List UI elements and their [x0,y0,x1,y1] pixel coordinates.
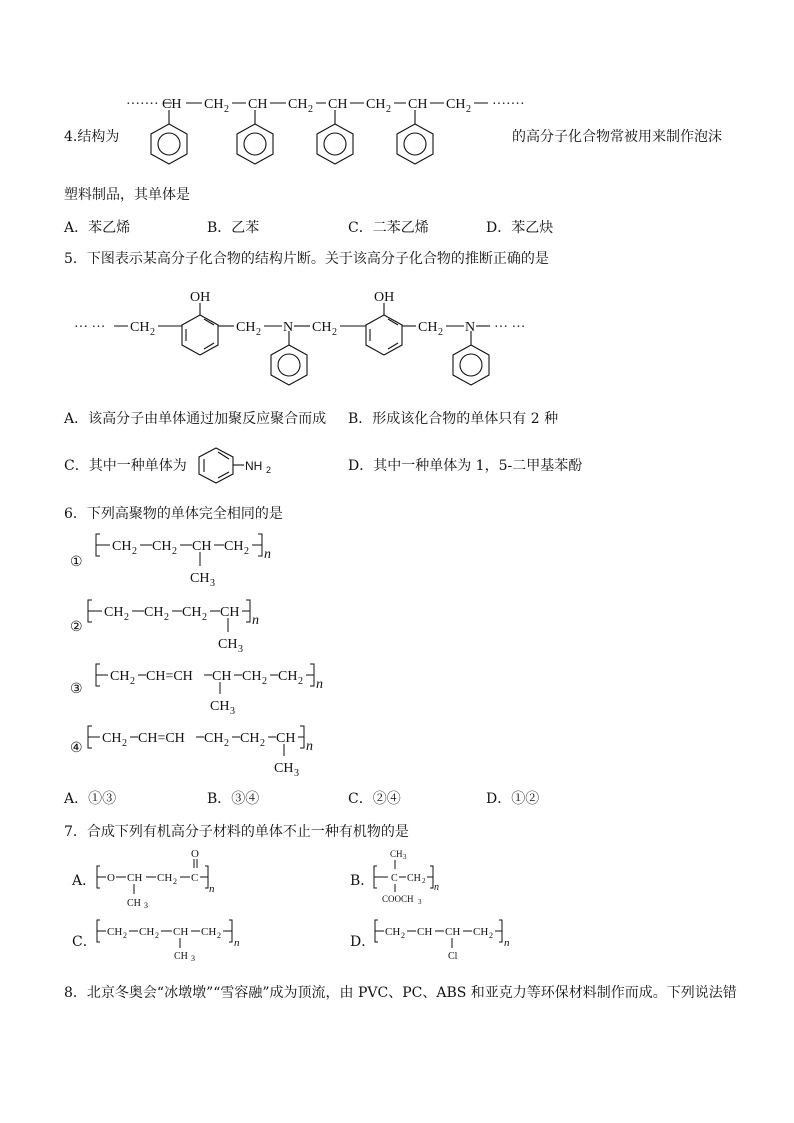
sub-2: 2 [123,931,127,940]
sub-2: 2 [224,738,229,749]
chain-dots: ······· [126,97,159,112]
q7-polymer-b [370,846,460,908]
q6-option-a[interactable]: A．①③ [64,791,117,807]
sub-2: 2 [124,612,129,623]
ch3-label: CH [274,761,294,776]
sub-3: 3 [238,644,243,655]
sub-3: 3 [191,954,195,963]
ch2-label: CH [112,539,132,554]
sub-2: 2 [122,738,127,749]
ch-label: CH [192,539,212,554]
ch2-label: CH [418,320,438,335]
c-label: C [191,872,199,884]
cl-label: Cl [448,951,458,962]
sub-2: 2 [256,327,261,338]
sub-2: 2 [164,612,169,623]
cooch3-label: COOCH [382,894,414,904]
c-label: C [391,873,398,884]
ch3-label: CH [218,637,238,652]
sub-2: 2 [130,676,135,687]
ch2-label: CH [407,873,421,884]
n-label: N [283,320,294,335]
sub-3: 3 [230,706,235,717]
q8-stem: 8．北京冬奥会“冰墩墩”“雪容融”成为顶流，由 PVC、PC、ABS 和亚克力等环保材料制作而成。下列说法错 [64,985,737,1001]
q6-option-b[interactable]: B．③④ [207,791,260,807]
ch-double-bond-ch-label: CH=CH [138,731,185,746]
q4-stem-prefix: 4.结构为 [64,129,120,145]
ch2-label: CH [288,97,308,112]
sub-2: 2 [422,877,426,885]
q6-polymer-4 [84,722,324,780]
q5-option-a[interactable]: A．该高分子由单体通过加聚反应聚合而成 [64,411,327,427]
ch-label: CH [328,97,348,112]
ch2-label: CH [201,926,217,938]
q6-marker-4: ④ [70,740,83,756]
sub-2: 2 [401,931,405,940]
sub-2: 2 [202,612,207,623]
sub-2: 2 [172,546,177,557]
ch2-label: CH [144,605,164,620]
oh-label: OH [190,290,211,305]
sub-2: 2 [217,931,221,940]
ch-label: CH [408,97,428,112]
sub-3: 3 [418,898,422,906]
sub-2: 2 [224,104,229,115]
ch-label: CH [220,605,240,620]
sub-3: 3 [294,768,299,779]
n-label: n [316,677,323,692]
sub-2: 2 [298,676,303,687]
sub-2: 2 [150,327,155,338]
sub-3: 3 [403,853,407,861]
ch2-label: CH [446,97,466,112]
ch2-label: CH [204,97,224,112]
q6-marker-3: ③ [70,681,83,697]
ch3-label: CH [390,849,403,859]
ch-double-bond-ch-label: CH=CH [146,669,193,684]
sub-2: 2 [244,546,249,557]
ch-label: CH [162,97,182,112]
n-label: n [252,613,259,628]
q4-option-c[interactable]: C．二苯乙烯 [348,220,429,236]
ch2-label: CH [152,539,172,554]
q7-stem: 7．合成下列有机高分子材料的单体不止一种有机物的是 [64,824,409,840]
sub-2: 2 [438,327,443,338]
ch-label: CH [212,669,232,684]
q6-option-c[interactable]: C．②④ [348,791,401,807]
n-label: n [234,937,240,949]
ch2-label: CH [204,731,224,746]
nh2-label: NH [245,459,263,473]
q7-option-d-letter[interactable]: D． [350,934,376,950]
sub-2: 2 [132,546,137,557]
ch-label: CH [276,731,296,746]
n-label: n [434,882,439,893]
q4-polystyrene-structure [120,90,525,180]
q4-stem-suffix: 的高分子化合物常被用来制作泡沫 [512,129,722,145]
ch2-label: CH [107,926,123,938]
oh-label: OH [374,290,395,305]
ch2-label: CH [473,926,489,938]
ch-label: CH [248,97,268,112]
q5-phenol-formaldehyde-aniline-structure [70,283,540,393]
q6-option-d[interactable]: D．①② [486,791,540,807]
n-label: n [209,883,215,895]
q4-option-a[interactable]: A．苯乙烯 [64,220,131,236]
sub-2: 2 [332,327,337,338]
sub-2: 2 [155,931,159,940]
ch-label: CH [445,926,461,938]
ch3-label: CH [210,699,230,714]
q5-stem: 5．下图表示某高分子化合物的结构片断。关于该高分子化合物的推断正确的是 [64,251,549,267]
ch2-label: CH [104,605,124,620]
q4-option-d[interactable]: D．苯乙炔 [486,220,554,236]
ch2-label: CH [242,669,262,684]
ch2-label: CH [312,320,332,335]
q4-option-b[interactable]: B．乙苯 [207,220,260,236]
ch-label: CH [127,872,143,884]
ch2-label: CH [278,669,298,684]
o-label: O [191,848,199,860]
q6-marker-2: ② [70,619,83,635]
sub-2: 2 [466,104,471,115]
q7-polymer-c [94,912,254,970]
ch2-label: CH [182,605,202,620]
q6-polymer-3 [92,660,332,718]
q6-marker-1: ① [70,554,83,570]
q6-polymer-1 [92,530,282,588]
ch2-label: CH [130,320,150,335]
n-label: n [504,937,510,949]
ch2-label: CH [157,872,173,884]
ch2-label: CH [385,926,401,938]
sub-2: 2 [308,104,313,115]
o-label: O [107,872,115,884]
q6-stem: 6．下列高聚物的单体完全相同的是 [64,506,283,522]
chain-dots: ······· [492,97,525,112]
ch3-label: CH [174,951,188,962]
ch2-label: CH [139,926,155,938]
sub-3: 3 [144,901,148,910]
sub-2: 2 [489,931,493,940]
dots-right: ··· ··· [494,320,526,335]
ch2-label: CH [110,669,130,684]
ch3-label: CH [190,571,210,586]
n-label: N [465,320,476,335]
q5-option-c[interactable]: C．其中一种单体为 [64,458,187,474]
sub-2: 2 [266,465,272,475]
q7-option-c-letter[interactable]: C． [72,934,97,950]
ch-label: CH [173,926,189,938]
q5-option-d[interactable]: D．其中一种单体为 1，5-二甲基苯酚 [348,458,583,474]
q7-polymer-a [94,846,234,908]
ch2-label: CH [102,731,122,746]
ch2-label: CH [224,539,244,554]
n-label: n [306,739,313,754]
q7-option-b-letter[interactable]: B． [350,873,375,889]
n-label: n [264,547,271,562]
q7-polymer-d [372,912,522,970]
sub-2: 2 [262,676,267,687]
q4-stem-line2: 塑料制品，其单体是 [64,187,190,203]
sub-2: 2 [173,877,177,886]
q6-polymer-2 [84,596,274,654]
dots-left: ··· ··· [74,320,106,335]
sub-3: 3 [210,578,215,589]
sub-2: 2 [260,738,265,749]
ch-label: CH [417,926,433,938]
q5-aniline-structure [196,446,276,484]
ch2-label: CH [240,731,260,746]
ch3-label: CH [127,898,141,909]
q7-option-a-letter[interactable]: A． [72,873,97,889]
ch2-label: CH [236,320,256,335]
q5-option-b[interactable]: B．形成该化合物的单体只有 2 种 [348,411,559,427]
sub-2: 2 [386,104,391,115]
ch2-label: CH [366,97,386,112]
